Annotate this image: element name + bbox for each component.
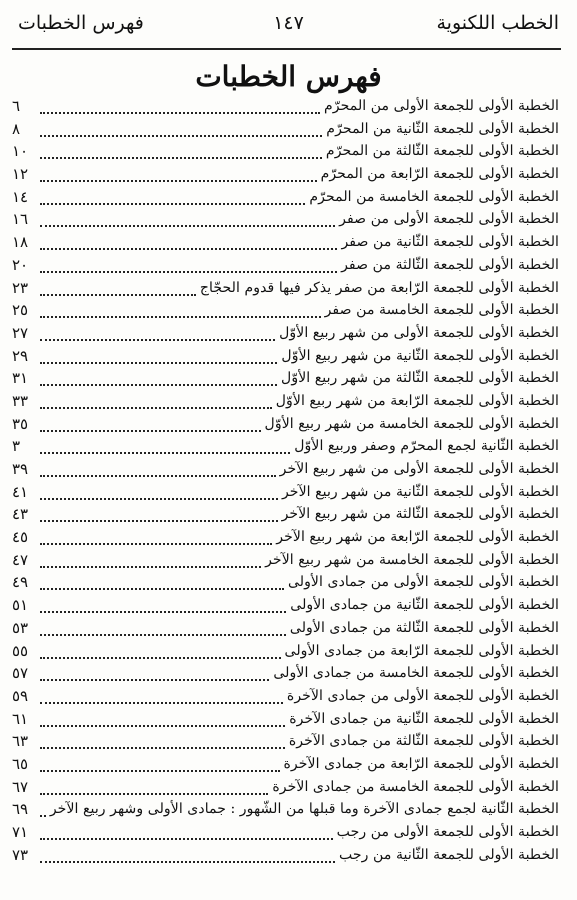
toc-row bbox=[12, 458, 559, 481]
dot-leader bbox=[40, 362, 277, 364]
dot-leader bbox=[40, 611, 286, 613]
dot-leader bbox=[40, 225, 335, 227]
toc-entry-text: الخطبة الأولى للجمعة الرّابعة من صفر يذكر فيها قدوم الحجّاج bbox=[199, 279, 559, 296]
toc-page-number: ٥١ bbox=[12, 596, 29, 615]
toc-row bbox=[12, 231, 559, 254]
toc-row bbox=[12, 118, 559, 141]
dot-leader bbox=[40, 498, 278, 500]
toc-row bbox=[12, 481, 559, 504]
toc-page-number: ٥٣ bbox=[12, 618, 29, 637]
toc-entry-text: الخطبة الأولى للجمعة الأولى من شهر ربيع الآخر bbox=[279, 461, 559, 477]
toc-row bbox=[12, 277, 559, 300]
toc-page-number: ٣٩ bbox=[12, 460, 29, 478]
toc-page-number: ٥٩ bbox=[12, 686, 29, 705]
dot-leader bbox=[40, 861, 335, 863]
toc-page-number: ٣٣ bbox=[12, 391, 29, 410]
toc-entry-text: الخطبة الأولى للجمعة الثّالثة من جمادى الآخرة bbox=[288, 733, 559, 750]
toc-entry-text: الخطبة الأولى للجمعة الثّانية من المحرّم bbox=[326, 120, 559, 137]
toc-page-number: ٦٣ bbox=[12, 732, 29, 751]
dot-leader bbox=[40, 475, 276, 477]
dot-leader bbox=[40, 838, 333, 840]
toc-entry-text: الخطبة الأولى للجمعة الثّانية من جمادى الآخرة bbox=[289, 710, 559, 727]
book-title: الخطب اللكنوية bbox=[436, 12, 559, 34]
toc-entry-text: الخطبة الأولى للجمعة الخامسة من شهر ربيع الأوّل bbox=[264, 415, 559, 432]
toc-entry-text: الخطبة الأولى للجمعة الثّالثة من صفر bbox=[341, 256, 559, 273]
toc-row bbox=[12, 186, 559, 209]
dot-leader bbox=[40, 793, 268, 795]
toc-page-number: ٥٧ bbox=[12, 664, 29, 683]
toc-entry-text: الخطبة الأولى للجمعة الرّابعة من المحرّم bbox=[320, 166, 559, 183]
dot-leader bbox=[40, 588, 284, 590]
toc-page-number: ٤٧ bbox=[12, 550, 29, 569]
toc-page-number: ٧١ bbox=[12, 823, 29, 841]
toc-entry-text: الخطبة الأولى للجمعة الأولى من رجب bbox=[336, 824, 559, 840]
toc-row bbox=[12, 95, 559, 118]
dot-leader bbox=[40, 520, 278, 522]
toc-page-number: ١٦ bbox=[12, 210, 29, 229]
dot-leader bbox=[40, 339, 275, 341]
toc-row bbox=[12, 367, 559, 390]
toc-entry-text: الخطبة الثّانية لجمع المحرّم وصفر وربيع الأوّل bbox=[294, 438, 559, 455]
toc-row bbox=[12, 549, 559, 572]
dot-leader bbox=[40, 452, 290, 454]
toc-entry-text: الخطبة الأولى للجمعة الأولى من المحرّم bbox=[323, 98, 559, 114]
toc-entry-text: الخطبة الأولى للجمعة الرّابعة من شهر ربيع الأوّل bbox=[275, 392, 559, 409]
header-rule bbox=[12, 48, 561, 50]
toc-page-number: ٣٥ bbox=[12, 414, 29, 433]
toc-page-number: ٢٧ bbox=[12, 323, 29, 342]
toc-entry-text: الخطبة الأولى للجمعة الخامسة من المحرّم bbox=[309, 188, 559, 205]
toc-row bbox=[12, 345, 559, 368]
toc-page-number: ٨ bbox=[12, 119, 21, 138]
toc-row bbox=[12, 140, 559, 163]
toc-page-number: ٦٩ bbox=[12, 800, 29, 819]
dot-leader bbox=[40, 407, 272, 409]
toc-entry-text: الخطبة الأولى للجمعة الأولى من صفر bbox=[339, 211, 559, 228]
dot-leader bbox=[40, 294, 196, 296]
toc-entry-text: الخطبة الأولى للجمعة الثّالثة من شهر ربيع الآخر bbox=[281, 506, 559, 523]
toc-page-number: ٤١ bbox=[12, 482, 29, 501]
dot-leader bbox=[40, 702, 283, 704]
toc-page-number: ٧٣ bbox=[12, 845, 29, 864]
toc-entry-text: الخطبة الأولى للجمعة الثّالثة من شهر ربيع الأوّل bbox=[281, 370, 559, 387]
toc-row bbox=[12, 708, 559, 731]
toc-row bbox=[12, 776, 559, 799]
toc-row bbox=[12, 821, 559, 844]
toc-page-number: ٢٥ bbox=[12, 301, 29, 320]
toc-entry-text: الخطبة الأولى للجمعة الأولى من جمادى الآخرة bbox=[286, 687, 559, 704]
toc-page-number: ٦٧ bbox=[12, 777, 29, 796]
toc-page-number: ١٤ bbox=[12, 187, 29, 206]
toc-row bbox=[12, 322, 559, 345]
dot-leader bbox=[40, 543, 272, 545]
toc-page-number: ٦٥ bbox=[12, 754, 29, 773]
dot-leader bbox=[40, 566, 261, 568]
toc-row bbox=[12, 390, 559, 413]
toc-row bbox=[12, 163, 559, 186]
toc-row bbox=[12, 435, 559, 458]
toc-page-number: ٤٩ bbox=[12, 573, 29, 592]
dot-leader bbox=[40, 725, 285, 727]
table-of-contents bbox=[12, 95, 559, 866]
toc-row bbox=[12, 685, 559, 708]
dot-leader bbox=[40, 157, 322, 159]
toc-row bbox=[12, 208, 559, 231]
toc-entry-text: الخطبة الأولى للجمعة الخامسة من شهر ربيع الآخر bbox=[265, 551, 559, 568]
toc-row bbox=[12, 571, 559, 594]
toc-entry-text: الخطبة الأولى للجمعة الرّابعة من جمادى الآخرة bbox=[283, 755, 559, 772]
dot-leader bbox=[40, 135, 322, 137]
dot-leader bbox=[40, 316, 321, 318]
toc-row bbox=[12, 299, 559, 322]
toc-page-number: ٦ bbox=[12, 97, 21, 115]
toc-entry-text: الخطبة الأولى للجمعة الثّالثة من المحرّم bbox=[325, 143, 559, 160]
dot-leader bbox=[40, 657, 281, 659]
toc-page-number: ٤٥ bbox=[12, 528, 29, 547]
toc-entry-text: الخطبة الأولى للجمعة الثّانية من جمادى الأولى bbox=[290, 597, 559, 614]
dot-leader bbox=[40, 634, 286, 636]
toc-page-number: ١٨ bbox=[12, 233, 29, 252]
page-number: ١٤٧ bbox=[273, 12, 304, 34]
toc-entry-text: الخطبة الأولى للجمعة الثّانية من رجب bbox=[338, 846, 559, 863]
dot-leader bbox=[40, 430, 261, 432]
toc-page-number: ٦١ bbox=[12, 709, 29, 728]
toc-entry-text: الخطبة الأولى للجمعة الثّالثة من جمادى الأولى bbox=[289, 619, 559, 636]
toc-entry-text: الخطبة الأولى للجمعة الخامسة من جمادى الأولى bbox=[273, 665, 559, 682]
toc-page-number: ٤٣ bbox=[12, 505, 29, 524]
section-name: فهرس الخطبات bbox=[18, 12, 144, 34]
toc-row bbox=[12, 730, 559, 753]
toc-page-number: ٢٩ bbox=[12, 346, 29, 365]
toc-row bbox=[12, 753, 559, 776]
toc-entry-text: الخطبة الأولى للجمعة الأولى من شهر ربيع الأوّل bbox=[279, 324, 559, 341]
toc-entry-text: الخطبة الأولى للجمعة الثّانية من شهر ربيع الآخر bbox=[281, 483, 559, 500]
dot-leader bbox=[40, 203, 305, 205]
toc-row bbox=[12, 413, 559, 436]
dot-leader bbox=[40, 747, 285, 749]
toc-entry-text: الخطبة الأولى للجمعة الأولى من جمادى الأولى bbox=[287, 574, 559, 591]
toc-row bbox=[12, 844, 559, 867]
toc-row bbox=[12, 526, 559, 549]
toc-entry-text: الخطبة الأولى للجمعة الثّانية من شهر ربيع الأوّل bbox=[281, 347, 559, 364]
toc-entry-text: الخطبة الأولى للجمعة الرّابعة من جمادى الأولى bbox=[284, 642, 559, 659]
toc-page-number: ٢٣ bbox=[12, 278, 29, 297]
dot-leader bbox=[40, 248, 337, 250]
page-title: فهرس الخطبات bbox=[195, 60, 382, 93]
toc-entry-text: الخطبة الأولى للجمعة الخامسة من صفر bbox=[324, 302, 559, 319]
toc-page-number: ١٢ bbox=[12, 165, 29, 184]
toc-row bbox=[12, 503, 559, 526]
dot-leader bbox=[40, 180, 317, 182]
dot-leader bbox=[40, 770, 280, 772]
running-header bbox=[18, 12, 559, 42]
toc-row bbox=[12, 640, 559, 663]
toc-page-number: ٥٥ bbox=[12, 641, 29, 660]
toc-row bbox=[12, 594, 559, 617]
toc-page-number: ٣١ bbox=[12, 369, 29, 388]
toc-entry-text: الخطبة الثّانية لجمع جمادى الآخرة وما قبلها من الشّهور : جمادى الأولى وشهر ربيع الآخر bbox=[49, 801, 559, 818]
dot-leader bbox=[40, 271, 337, 273]
toc-entry-text: الخطبة الأولى للجمعة الخامسة من جمادى الآخرة bbox=[272, 778, 559, 795]
dot-leader bbox=[40, 384, 277, 386]
toc-row bbox=[12, 798, 559, 821]
toc-entry-text: الخطبة الأولى للجمعة الثّانية من صفر bbox=[341, 234, 559, 251]
dot-leader bbox=[40, 815, 46, 817]
dot-leader bbox=[40, 112, 320, 114]
toc-row bbox=[12, 662, 559, 685]
toc-page-number: ٢٠ bbox=[12, 255, 29, 274]
dot-leader bbox=[40, 679, 269, 681]
toc-page-number: ٣ bbox=[12, 437, 21, 456]
toc-row bbox=[12, 617, 559, 640]
toc-entry-text: الخطبة الأولى للجمعة الرّابعة من شهر ربيع الآخر bbox=[276, 529, 559, 546]
toc-row bbox=[12, 254, 559, 277]
toc-page-number: ١٠ bbox=[12, 142, 29, 161]
